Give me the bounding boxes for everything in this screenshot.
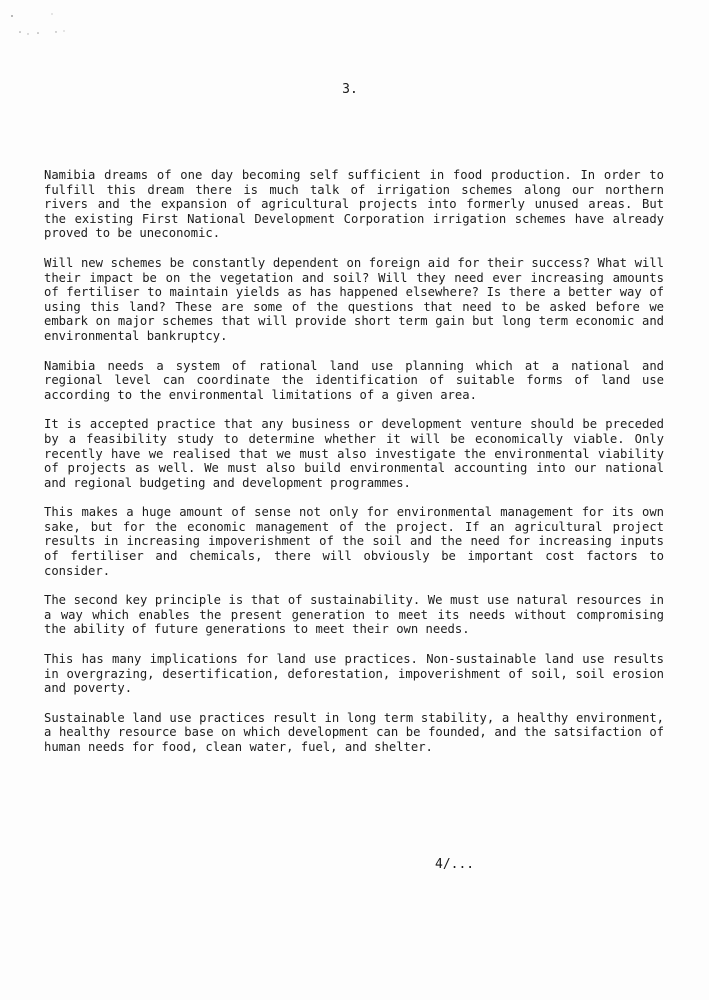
paragraph-7: This has many implications for land use practices. Non-sustainable land use results in overgrazing, desertification, deforestation, impoverishment of soil, soil erosion and poverty.: [44, 652, 664, 696]
paragraph-3: Namibia needs a system of rational land use planning which at a national and regional level can coordinate the identification of suitable forms of land use according to the environmental limitations of a given area.: [44, 358, 664, 402]
paragraph-1: Namibia dreams of one day becoming self sufficient in food production. In order to fulfill this dream there is much talk of irrigation schemes along our northern rivers and the expansion of agricultural projects into formerly unused areas. But the existing First National Development Corporation irrigation schemes have already proved to be uneconomic.: [44, 168, 664, 241]
continuation-marker: 4/...: [435, 857, 475, 872]
page-number: 3.: [342, 82, 358, 97]
paragraph-6: The second key principle is that of sustainability. We must use natural resources in a way which enables the present generation to meet its needs without compromising the ability of future generations to meet their own needs.: [44, 593, 664, 637]
body-text: [44, 168, 664, 770]
paragraph-5: This makes a huge amount of sense not only for environmental management for its own sake, but for the economic management of the project. If an agricultural project results in increasing impoverishment of the soil and the need for increasing inputs of fertiliser and chemicals, there will obviously be important cost factors to consider.: [44, 505, 664, 578]
paragraph-8: Sustainable land use practices result in long term stability, a healthy environment, a healthy resource base on which development can be founded, and the satsifaction of human needs for food, clean water, fuel, and shelter.: [44, 710, 664, 754]
paragraph-2: Will new schemes be constantly dependent on foreign aid for their success? What will their impact be on the vegetation and soil? Will they need ever increasing amounts of fertiliser to maintain yields as has happened elsewhere? Is there a better way of using this land? These are some of the questions that need to be asked before we embark on major schemes that will provide short term gain but long term economic and environmental bankruptcy.: [44, 255, 664, 343]
paragraph-4: It is accepted practice that any business or development venture should be preceded by a feasibility study to determine whether it will be economically viable. Only recently have we realised that we must also investigate the environmental viability of projects as well. We must also build environmental accounting into our national and regional budgeting and development programmes.: [44, 417, 664, 490]
scan-speckle-marks: [8, 10, 68, 40]
